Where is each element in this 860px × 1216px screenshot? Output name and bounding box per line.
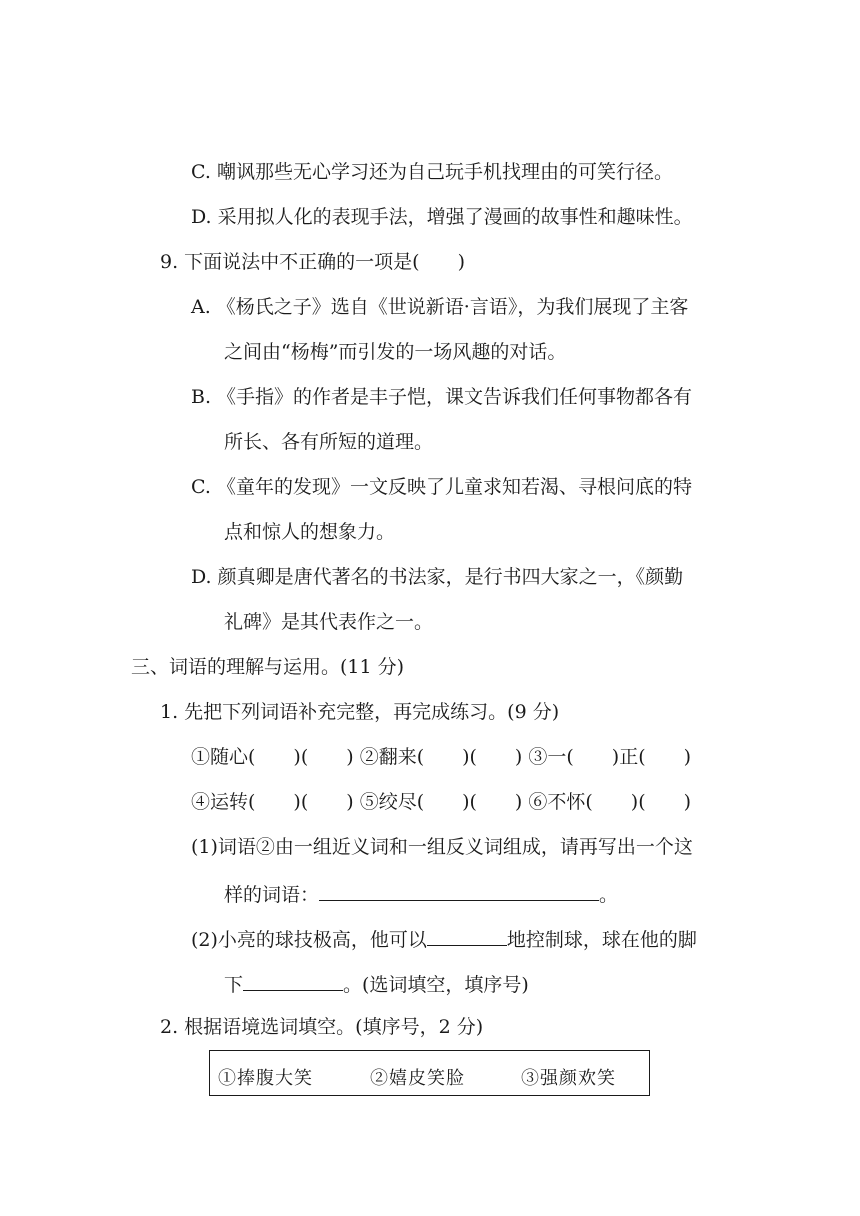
q2-stem: 2. 根据语境选词填空。(填序号，2 分) [160, 1016, 484, 1038]
section-3-heading: 三、词语的理解与运用。(11 分) [131, 656, 405, 678]
sub2-line2-prefix: 下 [224, 974, 244, 996]
q1-sub1-line2 [224, 883, 618, 905]
answer-blank[interactable] [427, 928, 507, 946]
q1-word-row-2: ④运转( )( ) ⑤绞尽( )( ) ⑥不怀( )( ) [191, 791, 692, 813]
q9-option-b-line2: 所长、各有所短的道理。 [224, 431, 434, 453]
q9-option-c-line1: C. 《童年的发现》一文反映了儿童求知若渴、寻根问底的特 [191, 476, 692, 498]
sub2-line2-suffix: 。(选词填空，填序号) [343, 974, 529, 996]
sub1-suffix: 。 [599, 884, 619, 906]
q1-sub2-line1 [191, 928, 697, 950]
answer-blank[interactable] [243, 973, 343, 991]
q1-sub1-line1: (1)词语②由一组近义词和一组反义词组成，请再写出一个这 [191, 836, 693, 858]
q8-option-d: D. 采用拟人化的表现手法，增强了漫画的故事性和趣味性。 [191, 206, 693, 228]
answer-blank[interactable] [319, 883, 599, 901]
word-choice-2: ②嬉皮笑脸 [370, 1068, 465, 1089]
word-choice-box [209, 1050, 650, 1096]
q1-sub2-line2 [224, 973, 529, 995]
q9-option-d-line2: 礼碑》是其代表作之一。 [224, 611, 434, 633]
q9-stem: 9. 下面说法中不正确的一项是( ) [160, 251, 465, 273]
q8-option-c: C. 嘲讽那些无心学习还为自己玩手机找理由的可笑行径。 [191, 161, 673, 183]
q9-option-a-line1: A. 《杨氏之子》选自《世说新语·言语》，为我们展现了主客 [191, 296, 689, 318]
sub2-prefix: (2)小亮的球技极高，他可以 [191, 929, 427, 951]
q9-option-d-line1: D. 颜真卿是唐代著名的书法家，是行书四大家之一，《颜勤 [191, 566, 684, 588]
q9-option-b-line1: B. 《手指》的作者是丰子恺，课文告诉我们任何事物都各有 [191, 386, 693, 408]
sub2-suffix: 地控制球，球在他的脚 [506, 929, 697, 951]
q9-option-a-line2: 之间由“杨梅”而引发的一场风趣的对话。 [224, 341, 567, 363]
q1-stem: 1. 先把下列词语补充完整，再完成练习。(9 分) [160, 701, 560, 723]
sub1-prefix: 样的词语： [224, 884, 320, 906]
word-choice-1: ①捧腹大笑 [218, 1068, 313, 1089]
q9-option-c-line2: 点和惊人的想象力。 [224, 521, 396, 543]
q1-word-row-1: ①随心( )( ) ②翻来( )( ) ③一( )正( ) [191, 746, 692, 768]
word-choice-3: ③强颜欢笑 [521, 1068, 616, 1089]
